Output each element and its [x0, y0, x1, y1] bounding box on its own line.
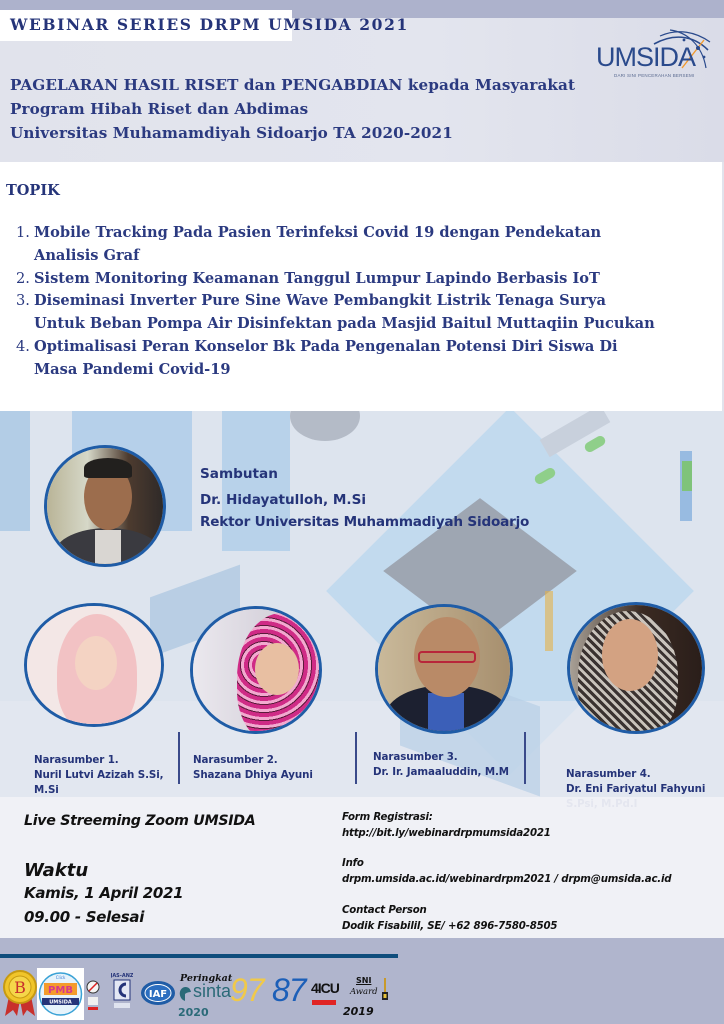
- speaker-2-caption: [193, 753, 313, 783]
- trophy-icon: [381, 978, 389, 1002]
- sni-award-label: Award: [350, 987, 378, 997]
- 4icu-logo: 4ICU: [311, 980, 339, 996]
- speaker-label: Narasumber 4.: [566, 768, 651, 780]
- topik-number: 1.: [16, 224, 30, 241]
- info-label: Info: [342, 858, 364, 869]
- topik-line: Masa Pandemi Covid-19: [34, 360, 231, 378]
- speaker-3-caption: [373, 750, 509, 780]
- topik-number: 3.: [16, 292, 30, 310]
- jas-anz-badge-icon: [111, 971, 133, 1011]
- speaker-divider: [178, 732, 180, 784]
- topik-line: Diseminasi Inverter Pure Sine Wave Pembangkit Listrik Tenaga Surya: [34, 292, 606, 310]
- footer-accent-bar: [0, 954, 398, 958]
- sinta-wordmark: sinta: [193, 981, 232, 1001]
- waktu-label: Waktu: [24, 860, 89, 881]
- event-title-line-1: PAGELARAN HASIL RISET dan PENGABDIAN kepada Masyarakat: [10, 76, 576, 94]
- event-title-line-3: Universitas Muhamamdiyah Sidoarjo TA 2020-2021: [10, 124, 453, 142]
- pmb-umsida-badge-icon: [37, 968, 84, 1020]
- rank-97: 97: [230, 972, 264, 1008]
- topik-number: 4.: [16, 337, 30, 355]
- svg-text:UMSIDA: UMSIDA: [49, 999, 72, 1006]
- topik-item-2: [16, 268, 716, 291]
- sinta-peringkat-label: Peringkat: [180, 973, 233, 984]
- topik-item-1: [16, 222, 716, 268]
- rector-portrait: [44, 445, 166, 567]
- svg-text:PMB: PMB: [48, 985, 73, 996]
- speaker-label: Narasumber 3.: [373, 751, 458, 763]
- accreditation-b-badge-icon: [3, 970, 37, 1018]
- speaker-3-portrait: [375, 604, 513, 734]
- topik-heading: TOPIK: [6, 182, 60, 199]
- contact-label: Contact Person: [342, 905, 427, 916]
- event-time: 09.00 - Selesai: [24, 908, 145, 926]
- topik-line: Analisis Graf: [34, 246, 140, 264]
- speaker-name: Dr. Ir. Jamaaluddin, M.M: [373, 766, 509, 778]
- platform-label: Live Streeming Zoom UMSIDA: [24, 813, 256, 829]
- speaker-divider: [524, 732, 526, 784]
- speaker-label: Narasumber 1.: [34, 754, 119, 766]
- topik-number: 2.: [16, 269, 30, 287]
- speaker-name: Shazana Dhiya Ayuni: [193, 769, 313, 781]
- svg-text:B: B: [14, 978, 26, 997]
- rank-87: 87: [272, 972, 306, 1008]
- speaker-name: Dr. Eni Fariyatul Fahyuni: [566, 783, 706, 795]
- topik-line: Sistem Monitoring Keamanan Tanggul Lumpur Lapindo Berbasis IoT: [34, 269, 600, 287]
- sni-label: SNI: [356, 976, 372, 985]
- svg-text:JAS-ANZ: JAS-ANZ: [111, 973, 133, 979]
- speaker-2-portrait: [190, 606, 322, 734]
- speaker-1-caption: [34, 753, 163, 798]
- topik-panel: [0, 162, 722, 411]
- topik-line: Optimalisasi Peran Konselor Bk Pada Pengenalan Potensi Diri Siswa Di: [34, 337, 618, 355]
- speaker-name: M.Si: [34, 784, 59, 796]
- registration-label: Form Registrasi:: [342, 812, 433, 823]
- sambutan-label: Sambutan: [200, 466, 278, 482]
- topik-item-3: [16, 290, 716, 336]
- event-title-line-2: Program Hibah Riset dan Abdimas: [10, 100, 309, 118]
- event-date: Kamis, 1 April 2021: [24, 884, 184, 902]
- topik-list: [16, 222, 716, 382]
- sinta-year: 2020: [178, 1006, 209, 1019]
- speaker-1-portrait: [24, 603, 164, 727]
- topik-item-4: [16, 336, 716, 382]
- contact-value: Dodik Fisabilil, SE/ +62 896-7580-8505: [342, 921, 558, 932]
- rector-name: Dr. Hidayatulloh, M.Si: [200, 492, 367, 508]
- logo-wordmark: UMSIDA: [596, 42, 696, 72]
- logo-tagline: DARI SINI PENCERAHAN BERSEMI: [614, 73, 695, 78]
- umsida-logo: [592, 28, 712, 84]
- speaker-name: Nuril Lutvi Azizah S.Si,: [34, 769, 164, 781]
- svg-text:IAF: IAF: [148, 989, 168, 1000]
- rector-title: Rektor Universitas Muhammadiyah Sidoarjo: [200, 514, 530, 530]
- series-label: WEBINAR SERIES DRPM UMSIDA 2021: [10, 15, 409, 34]
- speaker-divider: [355, 732, 357, 784]
- sinta-leaf-icon: [177, 986, 193, 1002]
- svg-text:Click: Click: [55, 975, 66, 980]
- 4icu-ranking-bar: [312, 1000, 336, 1005]
- registration-link[interactable]: http://bit.ly/webinardrpmumsida2021: [342, 828, 551, 839]
- topik-line: Untuk Beban Pompa Air Disinfektan pada Masjid Baitul Muttaqiin Pucukan: [34, 315, 655, 333]
- sni-award-year: 2019: [343, 1005, 374, 1018]
- topik-line: Mobile Tracking Pada Pasien Terinfeksi Covid 19 dengan Pendekatan: [34, 224, 602, 241]
- speaker-label: Narasumber 2.: [193, 754, 278, 766]
- iaf-badge-icon: [140, 980, 176, 1006]
- info-links[interactable]: drpm.umsida.ac.id/webinardrpm2021 / drpm@umsida.ac.id: [342, 874, 672, 885]
- certification-seal-icon: [86, 977, 100, 1013]
- speaker-4-portrait: [567, 602, 705, 734]
